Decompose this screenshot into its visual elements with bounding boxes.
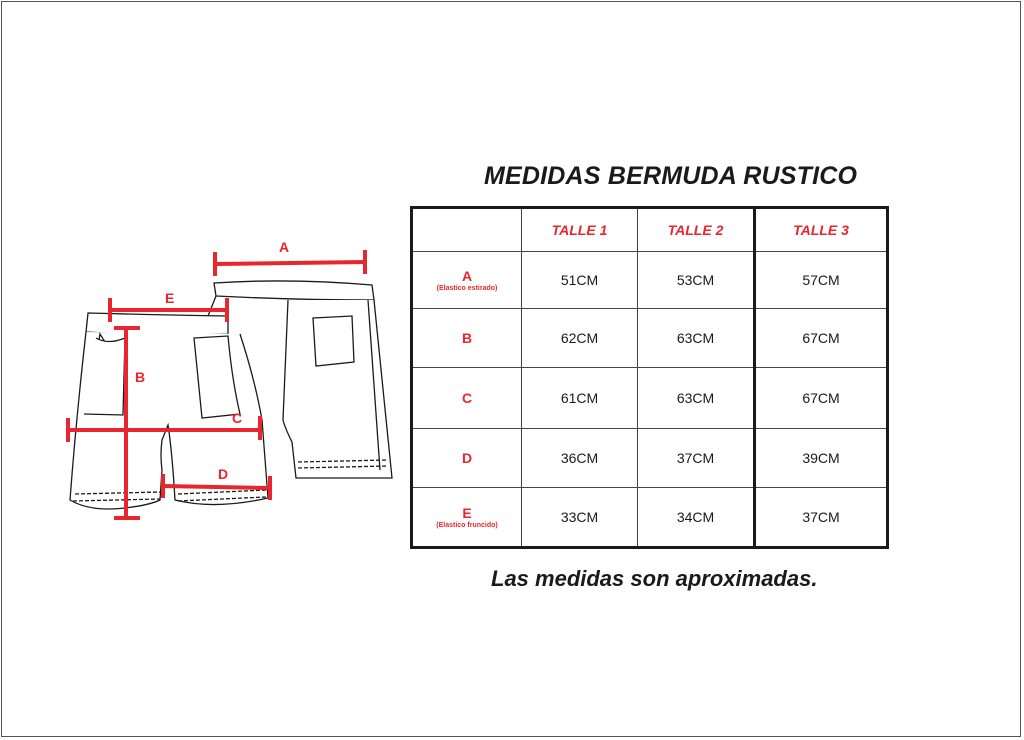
row-label-note: (Elastico estirado) <box>436 285 498 292</box>
row-label-note: (Elastico fruncido) <box>436 522 498 529</box>
table-cell: 67CM <box>755 368 888 429</box>
table-row <box>412 429 888 488</box>
table-cell: 39CM <box>755 429 888 488</box>
header-talle-1: TALLE 1 <box>522 208 638 252</box>
row-label-letter: A <box>461 268 473 284</box>
table-cell: 63CM <box>638 368 755 429</box>
diagram-label-e: E <box>165 290 175 306</box>
table-cell: 57CM <box>755 252 888 309</box>
size-table-header <box>412 208 888 252</box>
diagram-label-a: A <box>279 239 290 255</box>
page-title: MEDIDAS BERMUDA RUSTICO <box>484 162 858 190</box>
table-cell: 62CM <box>522 309 638 368</box>
table-cell: 34CM <box>638 488 755 548</box>
table-cell: 63CM <box>638 309 755 368</box>
row-label <box>412 252 522 309</box>
footnote: Las medidas son aproximadas. <box>491 566 818 591</box>
table-cell: 36CM <box>522 429 638 488</box>
diagram-label-b: B <box>135 369 146 385</box>
table-cell: 33CM <box>522 488 638 548</box>
row-label-letter: E <box>462 505 472 521</box>
header-empty <box>412 208 522 252</box>
header-talle-3: TALLE 3 <box>755 208 888 252</box>
table-cell: 37CM <box>755 488 888 548</box>
table-cell: 53CM <box>638 252 755 309</box>
shorts-measurement-diagram <box>0 0 420 560</box>
row-label-letter: C <box>461 390 473 406</box>
row-label <box>412 488 522 548</box>
row-label <box>412 309 522 368</box>
table-cell: 37CM <box>638 429 755 488</box>
row-label-letter: D <box>461 450 473 466</box>
table-cell: 51CM <box>522 252 638 309</box>
table-row <box>412 368 888 429</box>
table-row <box>412 252 888 309</box>
table-cell: 61CM <box>522 368 638 429</box>
row-label-letter: B <box>461 330 473 346</box>
row-label <box>412 429 522 488</box>
header-talle-2: TALLE 2 <box>638 208 755 252</box>
row-label <box>412 368 522 429</box>
table-row <box>412 309 888 368</box>
table-cell: 67CM <box>755 309 888 368</box>
diagram-label-d: D <box>218 466 229 482</box>
size-table <box>410 206 889 549</box>
table-row <box>412 488 888 548</box>
diagram-label-c: C <box>232 410 243 426</box>
